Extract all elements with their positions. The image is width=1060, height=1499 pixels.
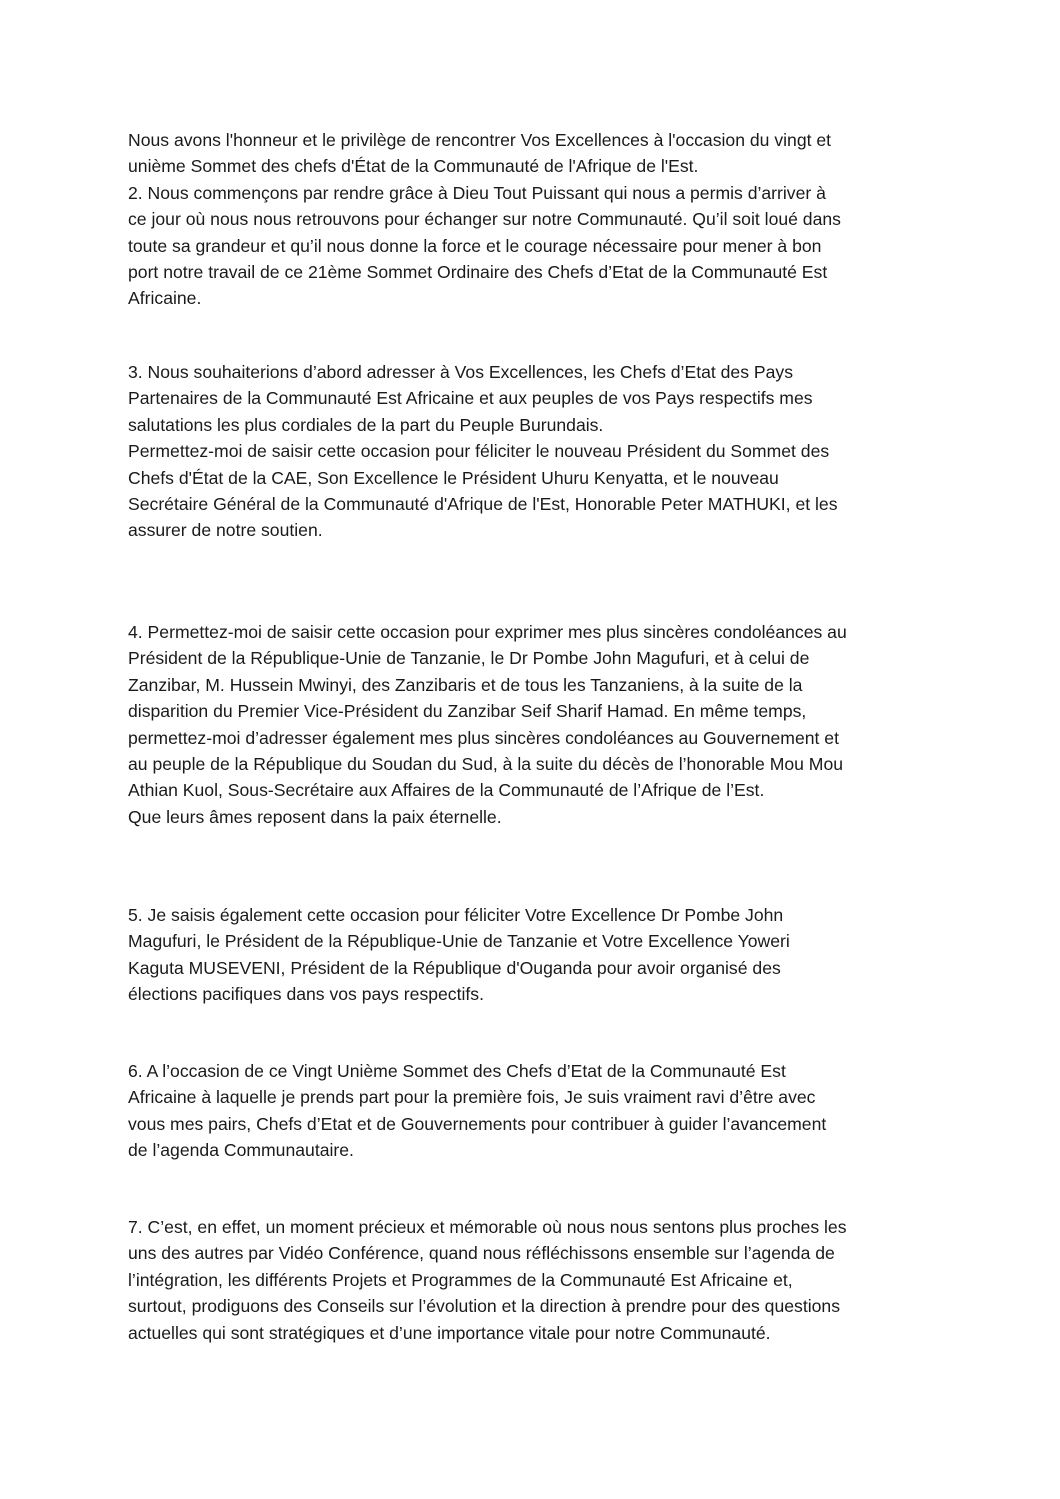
text-line: 7. C’est, en effet, un moment précieux et mémorable où nous nous sentons plus proches les — [128, 1217, 847, 1237]
text-line: 2. Nous commençons par rendre grâce à Dieu Tout Puissant qui nous a permis d’arriver à — [128, 182, 826, 203]
paragraph-3 — [128, 359, 938, 544]
text-line: au peuple de la République du Soudan du Sud, à la suite du décès de l’honorable Mou Mou — [128, 754, 844, 775]
text-line: Africaine à laquelle je prends part pour la première fois, Je suis vraiment ravi d’être avec — [128, 1087, 816, 1108]
text-line: Partenaires de la Communauté Est Africaine et aux peuples de vos Pays respectifs mes — [128, 388, 813, 409]
text-line: 5. Je saisis également cette occasion pour féliciter Votre Excellence Dr Pombe John — [128, 905, 784, 925]
text-line: 6. A l’occasion de ce Vingt Unième Sommet des Chefs d’Etat de la Communauté Est — [128, 1061, 786, 1081]
text-line: l’intégration, les différents Projets et Programmes de la Communauté Est Africaine et, — [128, 1269, 793, 1290]
text-line: Que leurs âmes reposent dans la paix éternelle. — [128, 806, 502, 827]
text-line: 3. Nous souhaiterions d’abord adresser à Vos Excellences, les Chefs d’Etat des Pays — [128, 362, 794, 382]
text-line: Athian Kuol, Sous-Secrétaire aux Affaires de la Communauté de l’Afrique de l’Est. — [128, 780, 765, 801]
text-line: Nous avons l'honneur et le privilège de rencontrer Vos Excellences à l'occasion du vingt et — [128, 130, 832, 150]
text-line: assurer de notre soutien. — [128, 520, 323, 541]
paragraph-opening — [128, 127, 938, 312]
paragraph-4 — [128, 619, 938, 830]
text-line: unième Sommet des chefs d'État de la Communauté de l'Afrique de l'Est. — [128, 156, 699, 177]
text-line: toute sa grandeur et qu’il nous donne la force et le courage nécessaire pour mener à bon — [128, 235, 822, 256]
paragraph-6 — [128, 1058, 938, 1164]
text-line: actuelles qui sont stratégiques et d’une importance vitale pour notre Communauté. — [128, 1322, 771, 1343]
text-line: Magufuri, le Président de la République-Unie de Tanzanie et Votre Excellence Yoweri — [128, 931, 790, 952]
text-line: Président de la République-Unie de Tanzanie, le Dr Pombe John Magufuri, et à celui de — [128, 648, 810, 669]
paragraph-5 — [128, 902, 938, 1008]
text-line: Chefs d'État de la CAE, Son Excellence le Président Uhuru Kenyatta, et le nouveau — [128, 467, 779, 488]
text-line: de l’agenda Communautaire. — [128, 1140, 354, 1161]
text-line: ce jour où nous nous retrouvons pour échanger sur notre Communauté. Qu’il soit loué dans — [128, 209, 841, 230]
text-line: surtout, prodiguons des Conseils sur l’évolution et la direction à prendre pour des questions — [128, 1296, 840, 1317]
paragraph-7 — [128, 1214, 938, 1346]
text-line: Zanzibar, M. Hussein Mwinyi, des Zanzibaris et de tous les Tanzaniens, à la suite de la — [128, 674, 803, 695]
text-line: élections pacifiques dans vos pays respectifs. — [128, 984, 484, 1005]
text-line: port notre travail de ce 21ème Sommet Ordinaire des Chefs d’Etat de la Communauté Est — [128, 262, 828, 283]
text-line: 4. Permettez-moi de saisir cette occasion pour exprimer mes plus sincères condoléances au — [128, 622, 847, 642]
text-line: permettez-moi d’adresser également mes plus sincères condoléances au Gouvernement et — [128, 727, 839, 748]
text-line: uns des autres par Vidéo Conférence, quand nous réfléchissons ensemble sur l’agenda de — [128, 1243, 835, 1264]
text-line: Permettez-moi de saisir cette occasion pour féliciter le nouveau Président du Sommet des — [128, 441, 830, 462]
text-line: Secrétaire Général de la Communauté d'Afrique de l'Est, Honorable Peter MATHUKI, et les — [128, 494, 838, 515]
text-line: Africaine. — [128, 288, 202, 309]
text-line: vous mes pairs, Chefs d’Etat et de Gouvernements pour contribuer à guider l’avancement — [128, 1113, 827, 1134]
text-line: salutations les plus cordiales de la part du Peuple Burundais. — [128, 414, 604, 435]
text-line: disparition du Premier Vice-Président du Zanzibar Seif Sharif Hamad. En même temps, — [128, 701, 807, 722]
text-line: Kaguta MUSEVENI, Président de la République d'Ouganda pour avoir organisé des — [128, 957, 781, 978]
